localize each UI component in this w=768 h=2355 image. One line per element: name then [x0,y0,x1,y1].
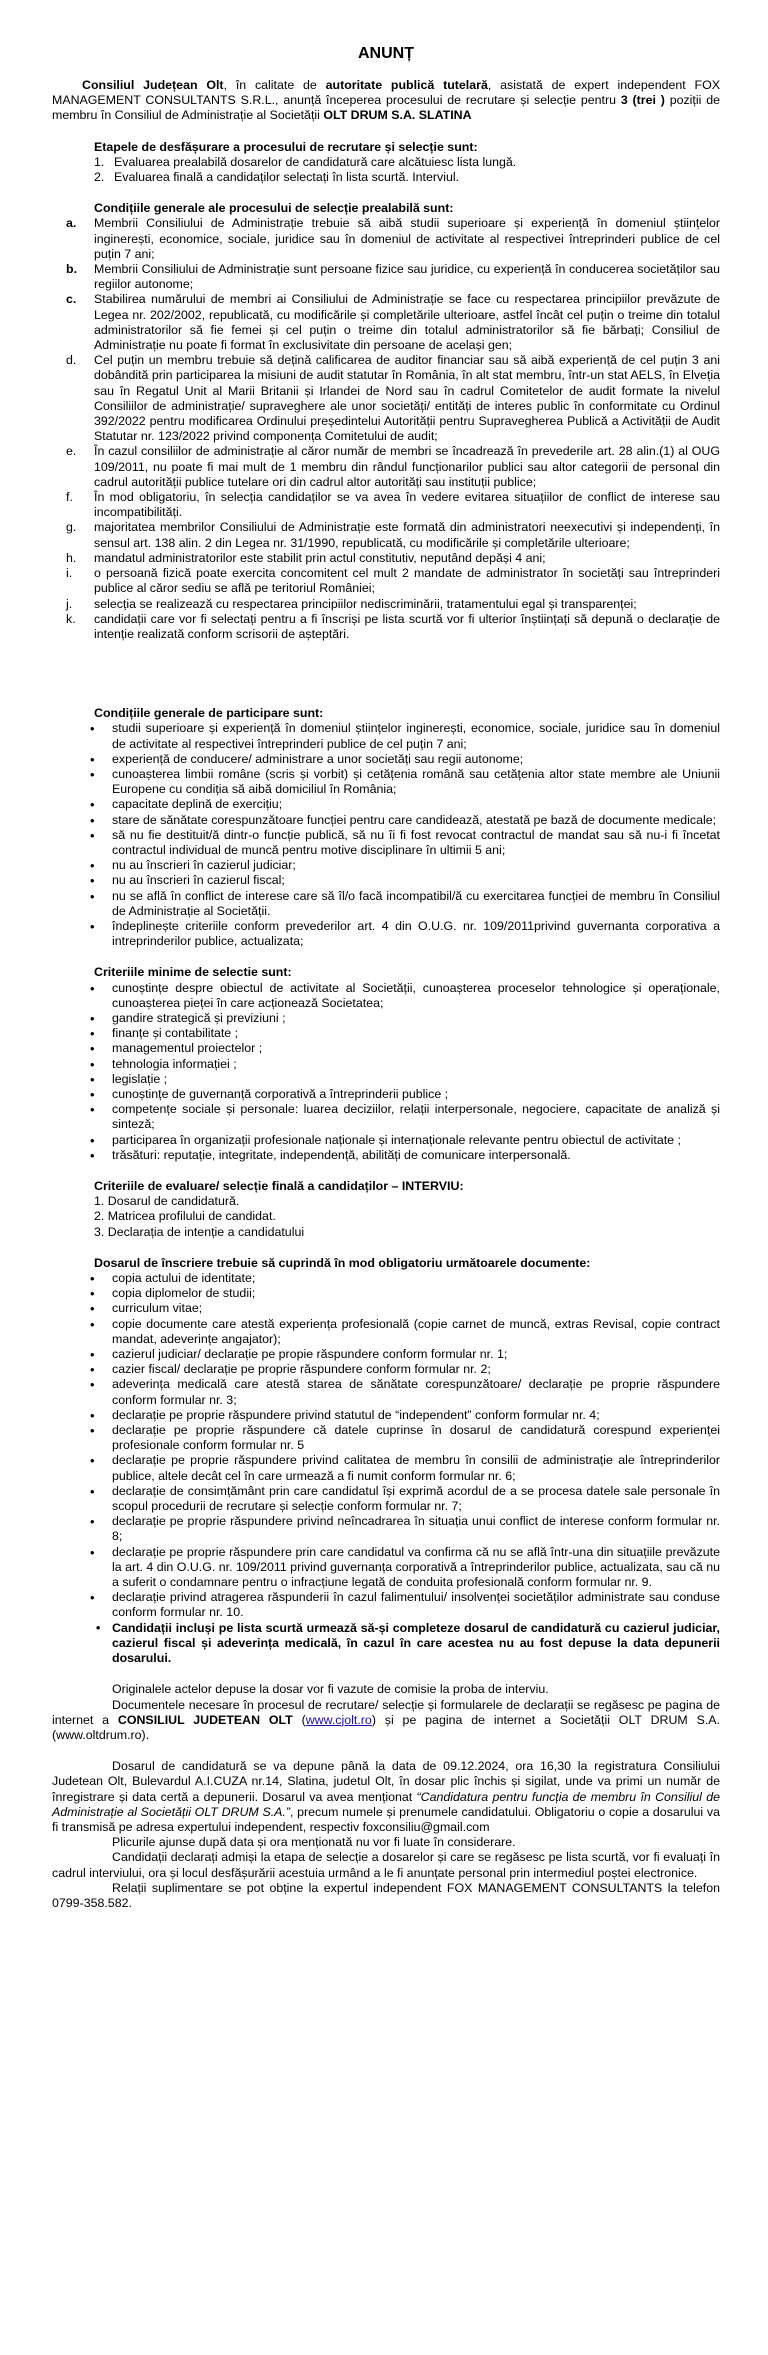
page-title: ANUNȚ [358,45,414,62]
list-item: • copia actului de identitate; [90,1271,256,1287]
list-item: • nu se află în conflict de interese care să îl/o facă incompatibil/ă cu exercitarea funcției de membru în Consiliul de Administrație al Societății. [90,888,720,918]
submission-paragraph: Dosarul de candidatură se va depune până la data de 09.12.2024, ora 16,30 la registratura Consiliului Judetean Olt, Bulevardul A.I.CUZA nr.14, Slatina, judetul Olt, în dosar plic închis și sigilat, unde va primi un număr de înregistrare și data certă a depunerii. Dosarul va avea menționat “Candidatura pentru funcția de membru în Consiliul de Administrație al Societății OLT DRUM S.A.”, precum numele și prenumele candidatului. Obligatoriu o copie a dosarului va fi transmisă pe adresa expertului independent, respectiv foxconsiliu@gmail.com [52,1759,720,1834]
list-item: • cazierul judiciar/ declarație pe propie răspundere conform formular nr. 1; [90,1347,508,1363]
participation-list [90,721,720,949]
list-item: a. Membrii Consiliului de Administrație trebuie să aibă studii superioare și experiență în domeniul științelor inginerești, economice, sociale, juridice sau în domeniul de activitate al respectivei întreprinderi publice de cel puțin 7 ani; [66,216,720,261]
list-item: • experiență de conducere/ administrare a unor societăți sau regii autonome; [90,751,524,767]
declared-paragraph: Candidații declarați admiși la etapa de selecție a dosarelor și care se regăsesc pe lista scurtă, vor fi evaluați în cadrul interviului, ora și locul desfășurării acestuia urmând a le fi anunțate personal prin intermediul poștei electronice. [52,1850,720,1880]
stages-heading: Etapele de desfășurare a procesului de recrutare și selecție sunt: [94,139,478,154]
list-item: • gandire strategică și previziuni ; [90,1010,286,1026]
list-item: h. mandatul administratorilor este stabilit prin actul constitutiv, neputând depăși 4 ani; [66,550,546,565]
list-item: • declarație pe proprie răspundere că datele cuprinse în dosarul de candidatură corespund experienței profesionale conform formular nr. 5 [90,1423,720,1453]
org-name: Consiliul Județean Olt [82,78,224,92]
list-item: • declarație pe proprie răspundere privind calitatea de membru în consilii de administrație ale întreprinderilor publice, altele decât cel în care urmează a fi numit conform formular nr. 6; [90,1453,720,1483]
dossier-list [90,1271,720,1621]
minimum-criteria-heading: Criteriile minime de selectie sunt: [94,965,292,980]
list-item: • competențe sociale și personale: luarea deciziilor, relații interpersonale, negociere, capacitate de analiză și sinteză; [90,1102,720,1132]
list-item: 1. Evaluarea prealabilă dosarelor de candidatură care alcătuiesc lista lungă. [94,154,517,169]
list-item: • copie documente care atestă experiența profesională (copie carnet de muncă, extras Revisal, copie contract mandat, adeverințe angajator); [90,1316,720,1346]
list-item: g. majoritatea membrilor Consiliului de Administrație este formată din administratori neexecutivi și independenți, în sensul art. 138 alin. 2 din Legea nr. 31/1990, republicată, cu modificările și completările ulterioare; [66,520,720,550]
final-criteria-heading: Criteriile de evaluare/ selecție finală a candidaților – INTERVIU: [94,1179,464,1193]
list-item: • să nu fie destituit/ă dintr-o funcție publică, să nu îi fi fost revocat contractul de mandat sau să nu-i fi încetat contractul individual de muncă pentru motive disciplinare în ultimii 5 ani; [90,827,720,857]
contact-paragraph: Relații suplimentare se pot obține la expertul independent FOX MANAGEMENT CONSULTANTS la telefon 0799-358.582. [52,1880,720,1910]
general-conditions-list [66,216,720,642]
list-item: • stare de sănătate corespunzătoare funcției pentru care candidează, atestată pe bază de documente medicale; [90,812,717,828]
list-item: • nu au înscrieri în cazierul judiciar; [90,858,296,874]
list-item: • declarație de consimțământ prin care candidatul își exprimă acordul de a se procesa datele sale personale în scopul procedurii de recrutare și selecție conform formular nr. 7; [90,1483,720,1514]
list-item: b. Membrii Consiliului de Administrație sunt persoane fizice sau juridice, cu experiență în conducerea societăților sau regiilor autonome; [66,262,720,292]
list-item: • cunoștințe de guvernanță corporativă a întreprinderii publice ; [90,1086,449,1102]
intro-paragraph: Consiliul Județean Olt, în calitate de autoritate publică tutelară, asistată de expert independent FOX MANAGEMENT CONSULTANTS S.R.L., anunță începerea procesului de recrutare și selecție pentru 3 (trei ) poziții de membru în Consiliul de Administrație al Societății OLT DRUM S.A. SLATINA [52,78,720,123]
list-item: • declarație pe proprie răspundere prin care candidatul va confirma că nu se află într-una din situațiile prevăzute la art. 4 din O.U.G. nr. 109/2011 privind guvernanța corporativă a întreprinderilor publice, actualizata, sau că nu a suferit o condamnare pentru o infracțiune legată de conduita profesională conform formular nr. 9. [90,1544,720,1590]
list-item: • legislație ; [90,1071,168,1087]
company-name: OLT DRUM S.A. SLATINA [323,108,472,123]
list-item: • cunoștințe despre obiectul de activitate al Societății, cunoașterea proceselor tehnologice și operaționale, cunoașterea pieței în care acționează Societatea; [90,980,720,1010]
list-item: k. candidații care vor fi selectați pentru a fi înscriși pe lista scurtă vor fi ulterior înștiințați să depună o declarație de intenție realizată conform scrisorii de așteptări. [66,611,720,641]
originals-paragraph: Originalele actelor depuse la dosar vor fi vazute de comisie la proba de interviu. [112,1682,549,1697]
positions-count: 3 (trei ) [620,93,665,108]
list-item: • finanțe și contabilitate ; [90,1026,239,1042]
list-item: • trăsături: reputație, integritate, independență, abilități de comunicare interpersonală. [90,1147,571,1163]
list-item: • cunoașterea limbii române (scris și vorbit) și cetățenia română sau cetățenia altor state membre ale Uniunii Europene cu condiția să aibă domiciliul în România; [90,766,720,797]
list-item: 3. Declarația de intenție a candidatului [94,1224,305,1239]
list-item: • îndeplinește criteriile conform prevederilor art. 4 din O.U.G. nr. 109/2011privind guvernanta corporativa a intreprinderilor publice, actualizata; [90,918,720,949]
authority-label: autoritate publică tutelară [325,78,488,92]
list-item: d. Cel puțin un membru trebuie să dețină calificarea de auditor financiar sau să aibă experiență de cel puțin 3 ani dobândită prin participarea la misiuni de audit statutar în România, în alt stat membru, într-un stat AELS, în Elveția sau în Regatul Unit al Marii Britanii și Irlandei de Nord sau în cadrul Comitetelor de audit formate la nivelul Consiliilor de administrație/ supraveghere ale unor societăți/ entități de interes public în conformitate cu Ordinul 392/2022 pentru modificarea Ordinului președintelui Autorității pentru Supravegherea Publică a Activității de Audit Statutar nr. 123/2022 privind componența Comitetului de audit; [66,353,720,444]
list-item: i. o persoană fizică poate exercita concomitent cel mult 2 mandate de administrator în societăți sau întreprinderi publice al căror sediu se află pe teritoriul României; [66,566,720,596]
minimum-criteria-list [90,980,720,1163]
list-item: • declarație pe proprie răspundere privind neîncadrarea în situația unui conflict de interese conform formular nr. 8; [90,1514,720,1544]
short-list-note: • Candidații incluși pe lista scurtă urmează să-și completeze dosarul de candidatură cu cazierul judiciar, cazierul fiscal și adeverința medicală, în cazul în care acestea nu au fost depuse la data depunerii dosarului. [96,1620,720,1666]
list-item: • capacitate deplină de exercițiu; [90,797,283,813]
final-criteria-list [94,1194,720,1240]
list-item: • nu au înscrieri în cazierul fiscal; [90,873,285,889]
list-item: • declarație pe proprie răspundere privind statutul de “independent” conform formular nr. 4; [90,1407,600,1423]
documents-paragraph: Documentele necesare în procesul de recrutare/ selecție și formularele de declarații se regăsesc pe pagina de internet a CONSILIUL JUDETEAN OLT (www.cjolt.ro) și pe pagina de internet a Societății OLT DRUM S.A. (www.oltdrum.ro). [52,1697,720,1742]
dossier-heading: Dosarul de înscriere trebuie să cuprindă în mod obligatoriu următoarele documente: [94,1255,591,1270]
oltdrum-link: (www.oltdrum.ro). [52,1727,150,1742]
list-item: • participarea în organizații profesionale naționale și internaționale relevante pentru obiectul de activitate ; [90,1132,681,1148]
general-conditions-heading: Condițiile generale ale procesului de selecție prealabilă sunt: [94,201,454,216]
list-item: • declarație privind atragerea răspunderii în cazul falimentului/ insolvenței societăților administrate sau conduse conform formular nr. 10. [90,1590,720,1620]
list-item: • curriculum vitae; [90,1301,203,1317]
participation-heading: Condițiile generale de participare sunt: [94,706,324,721]
cjolt-link[interactable]: www.cjolt.ro [305,1712,372,1727]
list-item: • cazier fiscal/ declarație pe proprie răspundere conform formular nr. 2; [90,1362,491,1378]
list-item: 1. Dosarul de candidatură. [94,1194,240,1209]
list-item: • managementul proiectelor ; [90,1041,263,1057]
list-item: • adeverința medicală care atestă starea de sănătate corespunzătoare/ declarație pe proprie răspundere conform formular nr. 3; [90,1377,720,1407]
envelopes-paragraph: Plicurile ajunse după data și ora menționată nu vor fi luate în considerare. [112,1835,516,1850]
list-item: c. Stabilirea numărului de membri ai Consiliului de Administrație se face cu respectarea principiilor prevăzute de Legea nr. 202/2002, republicată, cu modificările și completările ulterioare, astfel încât cel puțin o treime din totalul administratorilor să fie femei și cel puțin o treime din totalul administratorilor să fie bărbați; Consiliul de Administrație nu poate fi format în exclusivitate din persoane de același gen; [66,292,720,353]
list-item: f. În mod obligatoriu, în selecția candidaților se va avea în vedere evitarea situațiilor de conflict de interese sau incompatibilități. [66,490,720,520]
list-item: • copia diplomelor de studii; [90,1286,256,1302]
stages-list [94,155,720,185]
list-item: • tehnologia informației ; [90,1056,237,1072]
list-item: 2. Evaluarea finală a candidaților selectați în lista scurtă. Interviul. [94,170,460,185]
list-item: j. selecția se realizează cu respectarea principiilor nediscriminării, tratamentului egal și transparenței; [66,596,637,611]
list-item: • studii superioare și experiență în domeniul științelor inginerești, economice, sociale, juridice sau în domeniul de activitate al respectivei întreprinderi publice de cel puțin 7 ani; [90,721,720,751]
list-item: 2. Matricea profilului de candidat. [94,1209,276,1224]
list-item: e. În cazul consiliilor de administrație al căror număr de membri se încadrează în prevederile art. 28 alin.(1) al OUG 109/2011, nu poate fi mai mult de 1 membru din rândul funcționarilor publici sau altor categorii de personal din cadrul autorității publice tutelare ori din cadrul altor autorități sau instituții publice; [66,444,720,489]
